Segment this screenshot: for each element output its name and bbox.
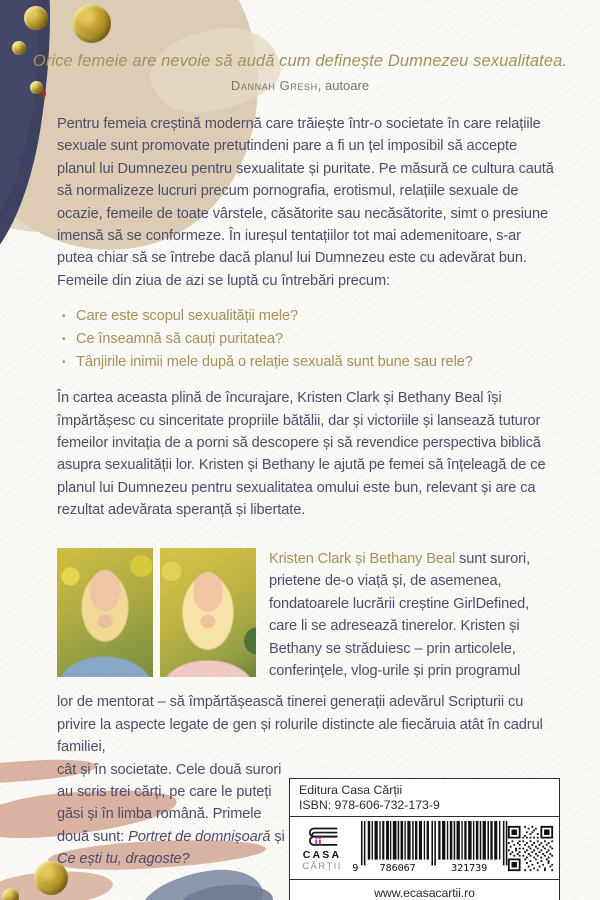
- question-item: • Care este scopul sexualității mele?: [59, 305, 558, 328]
- barcode-bars: [351, 821, 509, 877]
- logo-text-casa: CASA: [302, 849, 342, 862]
- logo-text-cartii: CĂRȚII: [302, 861, 342, 873]
- author-photo-bethany-beal: [160, 548, 256, 677]
- qr-code-icon: [507, 825, 554, 872]
- qr-code: [507, 825, 554, 872]
- endorsement-quote: [30, 52, 570, 93]
- question-list: [59, 305, 558, 374]
- question-item: • Ce înseamnă să cauți puritatea?: [59, 328, 558, 351]
- bio-text: cât și în societate. Cele două surori au scris trei cărți, pe care le puteți găsi și în limba română. Primele două sunt:: [57, 761, 282, 845]
- book-title-1: Portret de domnișoară: [128, 828, 271, 845]
- bio-bottom-row: [57, 759, 560, 900]
- author-photo-kristen-clark: [57, 548, 153, 677]
- book-title-2: Ce ești tu, dragoste?: [57, 851, 190, 868]
- intro-paragraph: Pentru femeia creștină modernă care trăiește într-o societate în care relațiile sexuale sunt promovate pretutindeni pare a fi un țel imposibil să accepte planul lui Dumnezeu pentru sexualitate și puritate. Pe măsură ce cultura caută să normalizeze lucruri precum pornografia, erotismul, relațiile sexuale de ocazie, femeile de toate vârstele, căsătorite sau necăsătorite, simt o presiune imensă să se conformeze. În iureșul tentațiilor tot mai ademenitoare, s-ar putea chiar să se întrebe dacă planul lui Dumnezeu este cu adevărat bun. Femeile din ziua de azi se luptă cu întrebări precum:: [57, 116, 554, 289]
- question-item: • Tânjirile inimii mele după o relație sexuală sunt bune sau rele?: [59, 351, 558, 374]
- quote-author-name: Dannah Gresh: [230, 78, 318, 93]
- publisher-website: www.ecasacartii.ro: [290, 879, 559, 900]
- bio-text: și: [270, 828, 285, 845]
- book-logo-icon: [304, 825, 340, 850]
- author-photos: [57, 548, 256, 682]
- casa-cartii-logo: [296, 825, 348, 872]
- bio-text: sunt surori, prietene de-o viață și, de asemenea, fondatoarele lucrării creștine GirlDefined, care li se adresează tinerelor. Kristen și Bethany se străduiesc – prin articolele, conferințele, vlog-urile și prin programul: [269, 551, 531, 680]
- bio-top-row: [57, 548, 560, 682]
- publisher-name: Editura Casa Cărții: [299, 782, 403, 797]
- barcode-digit-left: 9: [352, 862, 359, 874]
- gold-glitter-dot: [24, 6, 48, 30]
- quote-text: Orice femeie are nevoie să audă cum definește Dumnezeu sexualitatea.: [32, 52, 568, 70]
- bio-text-beside-box: [57, 759, 286, 900]
- ean-barcode: [351, 821, 504, 877]
- publisher-header: [290, 779, 559, 817]
- description-column: [57, 113, 558, 522]
- author-names: Kristen Clark și Bethany Beal: [269, 551, 456, 567]
- gold-glitter-dot-large: [72, 4, 111, 43]
- publisher-box: [289, 778, 560, 900]
- authors-bio-section: [57, 548, 560, 900]
- gold-glitter-dot-small: [12, 41, 26, 55]
- isbn-text: ISBN: 978-606-732-173-9: [299, 797, 440, 812]
- gold-glitter-dot-corner: [2, 888, 19, 900]
- body-paragraph: În cartea aceasta plină de încurajare, Kristen Clark și Bethany Beal își împărtășesc cu sinceritate propriile bătălii, dar și victoriile și lansează tuturor femeilor invitația de a porni să descopere și să revendice perspectiva biblică asupra sexualității lor. Kristen și Bethany le ajută pe femei să înțeleagă de ce planul lui Dumnezeu pentru sexualitatea omului este bun, relevant și are ca rezultat adevărata speranță și libertate.: [57, 390, 546, 519]
- quote-author-role: , autoare: [317, 78, 370, 93]
- barcode-digits-right: 321739: [451, 862, 488, 874]
- bio-text-beside-photos: [269, 548, 560, 682]
- quote-attribution: [30, 78, 570, 93]
- publisher-middle-row: [290, 817, 559, 879]
- bio-text-full-width: lor de mentorat – să împărtășească tinerei generații adevărul Scripturii cu privire la aspecte legate de gen și rolurile distincte ale fiecăruia atât în cadrul familiei,: [57, 694, 543, 756]
- barcode-digits-mid: 786067: [379, 862, 416, 874]
